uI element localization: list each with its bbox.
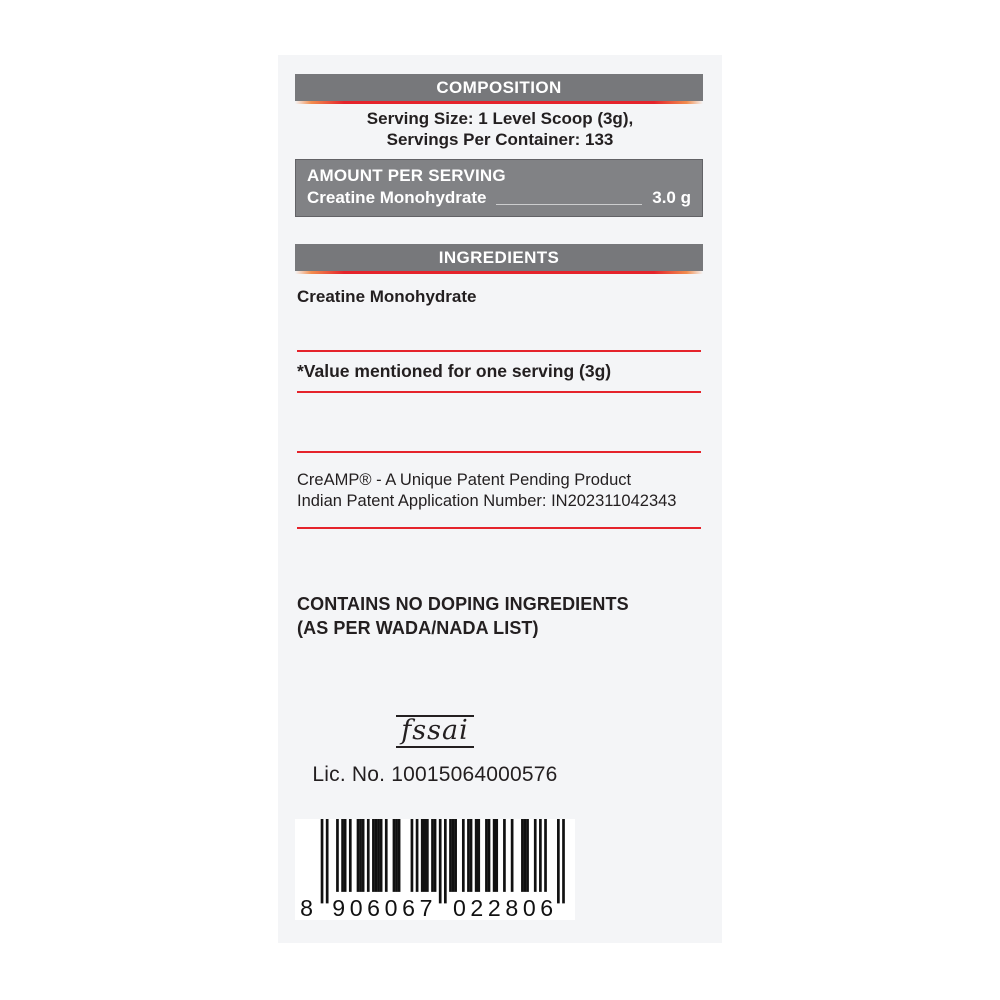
barcode-digits: 022806 [452,895,554,920]
ingredients-title: INGREDIENTS [438,247,560,267]
amount-per-serving-box [295,159,703,217]
composition-title: COMPOSITION [436,77,562,97]
patent-info [297,470,676,512]
doping-statement [297,592,629,640]
serving-info [278,108,722,150]
ingredient-item: Creatine Monohydrate [297,287,477,306]
doping-line-2: (AS PER WADA/NADA LIST) [297,618,539,638]
barcode-svg [295,819,575,920]
amount-header: AMOUNT PER SERVING [307,166,506,185]
supplement-label-panel [278,55,722,943]
composition-header-bar [295,74,703,101]
patent-line-1: CreAMP® - A Unique Patent Pending Product [297,471,632,489]
red-divider [297,350,701,352]
fssai-logo: fssai [396,715,473,748]
red-divider [297,391,701,393]
ingredients-red-underline [295,271,703,274]
amount-row [307,187,691,209]
serving-footnote: *Value mentioned for one serving (3g) [297,361,612,381]
serving-size-text: Serving Size: 1 Level Scoop (3g), [366,109,634,128]
fssai-logo-wrap [295,715,575,748]
barcode-digits: 906067 [332,895,433,920]
doping-line-1: CONTAINS NO DOPING INGREDIENTS [297,594,629,614]
composition-red-underline [295,101,703,104]
barcode [295,819,575,920]
red-divider [297,451,701,453]
servings-per-container-text: Servings Per Container: 133 [386,130,614,149]
patent-line-2: Indian Patent Application Number: IN202311042343 [297,492,677,510]
ingredients-header-bar [295,244,703,271]
red-divider [297,527,701,529]
fssai-license-number: Lic. No. 10015064000576 [312,763,558,786]
barcode-digits: 8 [300,895,313,920]
leader-line [496,204,642,205]
nutrient-value: 3.0 g [652,188,691,207]
nutrient-name: Creatine Monohydrate [307,188,487,207]
